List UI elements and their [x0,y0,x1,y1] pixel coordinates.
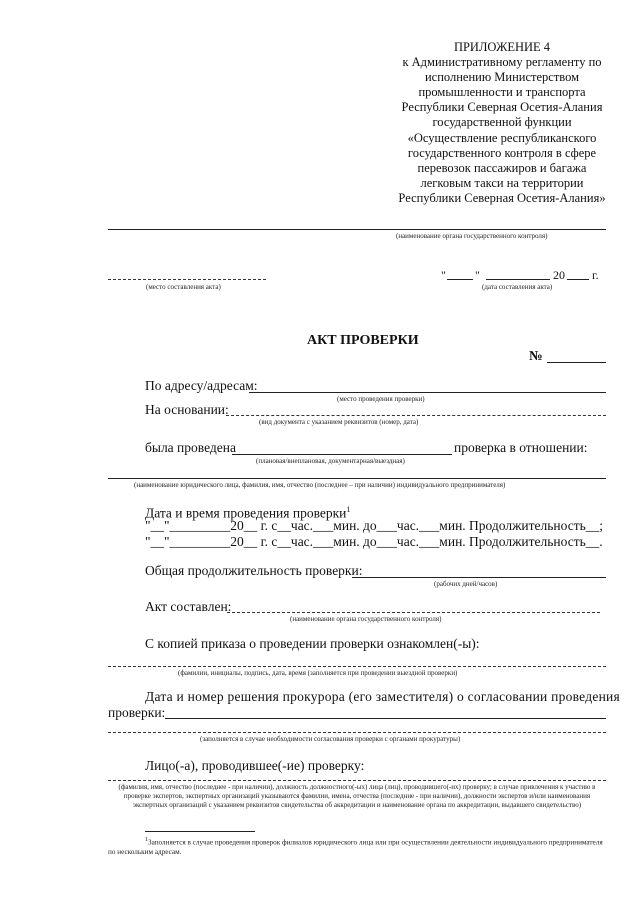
prosecutor-line-1: Дата и номер решения прокурора (его заместителя) о согласовании проведения [145,689,620,704]
footnote [108,836,606,857]
relation-label: проверка в отношении: [454,440,588,455]
header-line: Республики Северная Осетия-Алания [401,100,603,115]
familiar-field[interactable] [108,666,606,667]
persons-label: Лицо(-а), проводившее(-ие) проверку: [145,758,365,773]
place-field[interactable] [108,279,266,280]
subject-hint: (наименование юридического лица, фамилия, имя, отчество (последнее – при наличии) индивидуального предпринимателя) [134,481,506,489]
header-line: государственного контроля в сфере [407,145,597,160]
address-hint: (место проведения проверки) [337,395,425,403]
datetime-row-2[interactable]: "__"_________20__ г. с__час.___мин. до___час.___мин. Продолжительность__. [145,534,603,549]
organ-field[interactable] [108,229,606,230]
date-quote-open: " [441,268,446,282]
act-title: АКТ ПРОВЕРКИ [307,333,419,348]
prosecutor-line-2: проверки: [108,705,166,720]
conducted-field[interactable] [232,454,452,455]
address-field[interactable] [249,392,606,393]
header-line: Республики Северная Осетия-Алания» [398,190,606,205]
header-line: государственной функции [432,115,572,130]
datetime-text: Дата и время проведения проверки [145,505,347,521]
persons-field[interactable] [108,780,606,781]
basis-field[interactable] [226,415,606,416]
header-line: промышленности и транспорта [418,85,586,100]
familiar-label: С копией приказа о проведении проверки ознакомлен(-ы): [145,636,480,651]
date-year-prefix: 20 [553,268,565,282]
date-day-field[interactable] [447,279,473,280]
persons-hint: (фамилия, имя, отчество (последнее - при наличии), должность должностного(-ых) лица (лиц), проводившего(-их) проверку; в случае привлечения к участию в проверке экспертов, экспертных организаций указываются фамилии, имена, отчества (последние - при наличии), должности экспертов и/или наименования экспертных организаций с указанием реквизитов свидетельства об аккредитации и наименование органа по аккредитации, выдавшего свидетельство) [118,783,596,810]
act-number-label: № [529,348,543,363]
footnote-separator [145,831,255,832]
header-line: перевозок пассажиров и багажа [417,160,587,175]
composed-hint: (наименование органа государственного контроля) [290,615,442,623]
header-line: к Административному регламенту по [402,55,602,70]
days-hint: (рабочих дней/часов) [434,580,498,588]
date-month-field[interactable] [486,279,550,280]
footnote-ref: 1 [346,505,351,514]
conducted-label: была проведена [145,440,236,455]
place-hint: (место составления акта) [146,283,221,291]
footnote-mark: 1 [145,837,148,843]
datetime-row-1[interactable]: "__"_________20__ г. с__час.___мин. до___час.___мин. Продолжительность__; [145,518,604,533]
prosecutor-field-2[interactable] [108,732,606,733]
prosecutor-field-1[interactable] [165,718,606,719]
total-label: Общая продолжительность проверки: [145,563,363,578]
basis-hint: (вид документа с указанием реквизитов (номер, дата) [259,418,419,426]
appendix-header [388,40,616,206]
type-hint: (плановая/внеплановая, документарная/выездная) [256,457,405,465]
basis-label: На основании: [145,402,229,417]
subject-field[interactable] [108,478,606,479]
organ-hint: (наименование органа государственного контроля) [396,232,548,240]
footnote-text: Заполняется в случае проведения проверок филиалов юридического лица или при осуществлении деятельности индивидуального предпринимателя по нескольким адресам. [108,838,603,856]
composed-label: Акт составлен: [145,599,232,614]
date-year-suffix: г. [592,268,599,282]
prosecutor-hint: (заполняется в случае необходимости согласования проверки с органами прокуратуры) [200,735,461,743]
header-line: «Осуществление республиканского [407,130,597,145]
date-hint: (дата составления акта) [482,283,553,291]
act-number-field[interactable] [547,362,606,363]
address-label: По адресу/адресам: [145,378,258,393]
total-field[interactable] [352,577,606,578]
date-quote-close: " [475,268,480,282]
appendix-title: ПРИЛОЖЕНИЕ 4 [453,40,551,54]
header-line: легковым такси на территории [420,175,584,190]
composed-field[interactable] [227,612,600,613]
header-line: исполнению Министерством [424,70,580,85]
date-year-field[interactable] [567,279,589,280]
familiar-hint: (фамилии, инициалы, подпись, дата, время (заполняется при проведении выездной проверки) [178,669,458,677]
